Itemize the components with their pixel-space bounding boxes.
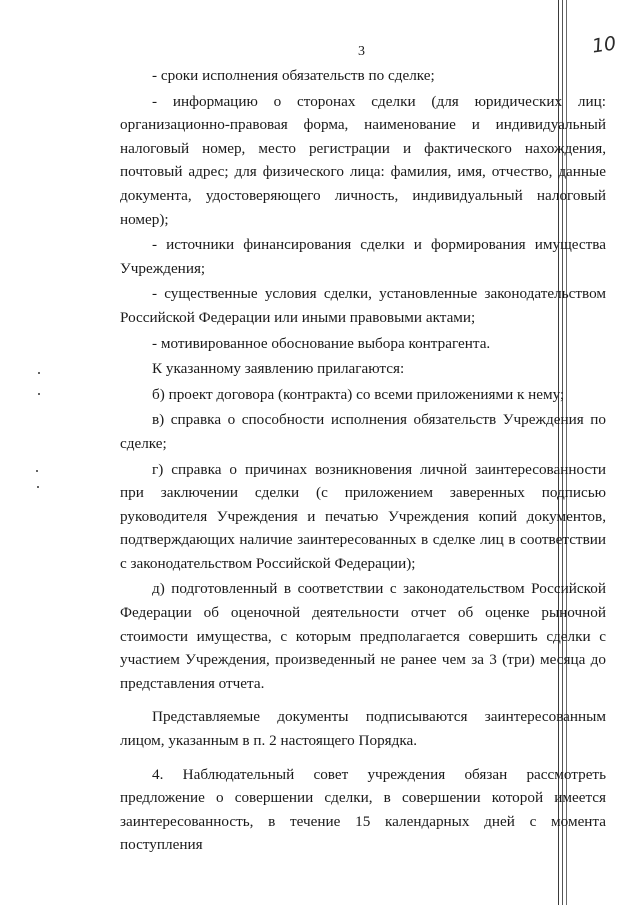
paragraph: - сроки исполнения обязательств по сделке; xyxy=(152,67,435,84)
paragraph: - источники финансирования сделки и формирования имущества Учреждения; xyxy=(120,236,606,277)
paragraph: в) справка о способности исполнения обязательств Учреждения по сделке; xyxy=(120,411,606,452)
paragraph: Представляемые документы подписываются заинтересованным лицом, указанным в п. 2 настоящего Порядка. xyxy=(120,708,606,750)
scan-dot xyxy=(37,486,39,488)
paragraph: - информацию о сторонах сделки (для юридических лиц: организационно-правовая форма, наименование и индивидуальный налоговый номер, место регистрации и фактического нахождения, почтовый адрес; для физического лица: фамилия, имя, отчество, данные документа, удостоверяющего личность, индивидуальный налоговый номер); xyxy=(120,92,606,228)
page-number: 3 xyxy=(358,44,365,59)
handwritten-sheet-number: 10 xyxy=(590,32,618,58)
paragraph: - мотивированное обоснование выбора контрагента. xyxy=(152,334,491,352)
paragraph: - существенные условия сделки, установленные законодательством Российской Федерации или иными правовыми актами; xyxy=(120,285,606,326)
document-body xyxy=(120,64,606,857)
paragraph: К указанному заявлению прилагаются: xyxy=(152,360,405,378)
scan-dot xyxy=(38,393,40,395)
scan-dot xyxy=(36,470,38,472)
paragraph: б) проект договора (контракта) со всеми приложениями к нему; xyxy=(152,385,565,403)
paragraph: г) справка о причинах возникновения личной заинтересованности при заключении сделки (с приложением заверенных подписью руководителя Учреждения и печатью Учреждения копий документов, подтверждающих наличие заинтересованных в сделке лиц в соответствии с законодательством Российской Федерации); xyxy=(120,460,606,572)
scan-dot xyxy=(38,372,40,374)
paragraph: д) подготовленный в соответствии с законодательством Российской Федерации об оценочной деятельности отчет об оценке рыночной стоимости имущества, с которым предполагается совершить сделки с участием Учреждения, произведенный не ранее чем за 3 (три) месяца до представления отчета. xyxy=(120,580,606,692)
paragraph: 4. Наблюдательный совет учреждения обязан рассмотреть предложение о совершении сделки, в совершении которой имеется заинтересованность, в течение 15 календарных дней с момента поступления xyxy=(120,765,606,854)
